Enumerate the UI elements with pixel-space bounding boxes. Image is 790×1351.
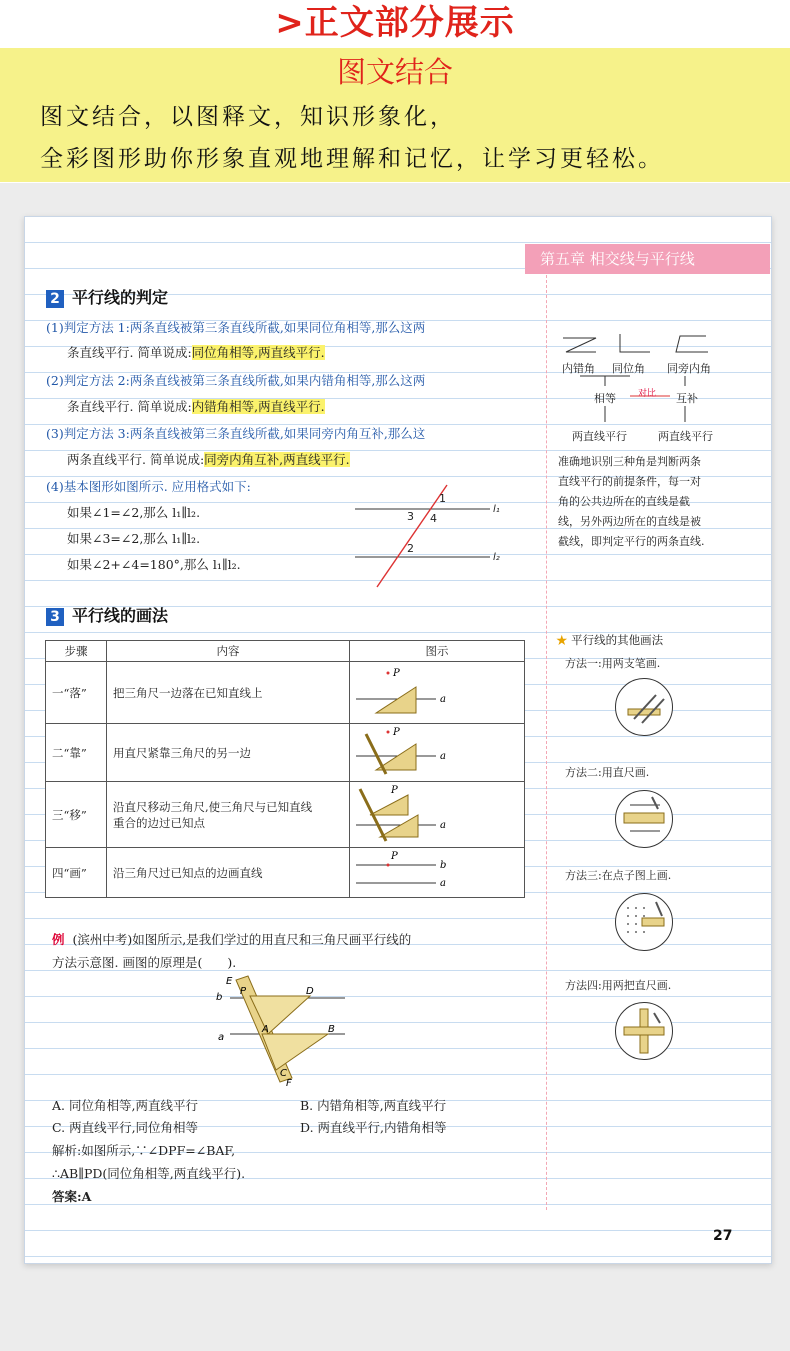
content-line-2: 重合的边过已知点 <box>113 815 205 830</box>
svg-text:2: 2 <box>407 542 414 555</box>
option-d: D. 两直线平行,内错角相等 <box>300 1120 447 1135</box>
ruler-drawing-icon <box>616 791 672 847</box>
svg-text:a: a <box>440 694 446 705</box>
format-line-2: 如果∠3=∠2,那么 l₁∥l₂. <box>67 531 201 546</box>
example-question-1: (滨州中考)如图所示,是我们学过的用直尺和三角尺画平行线的 <box>72 932 412 947</box>
table-row <box>46 662 525 724</box>
content-cell: 用直尺紧靠三角尺的另一边 <box>107 724 350 782</box>
method-3-line-1: (3)判定方法 3:两条直线被第三条直线所截,如果同旁内角互补,那么这 <box>46 426 426 441</box>
compare-label: 对比 <box>638 389 657 399</box>
step-4-figure <box>356 849 456 893</box>
table-row <box>46 782 525 848</box>
table-row <box>46 724 525 782</box>
page-header-title: >正文部分展示 <box>275 3 515 43</box>
method-1-line-2 <box>67 343 325 361</box>
step-3-figure <box>356 783 456 843</box>
header-step: 步骤 <box>46 641 107 662</box>
svg-text:B: B <box>328 1024 335 1035</box>
angle-label-interior: 同旁内角 <box>667 362 711 375</box>
two-rulers-drawing-icon <box>616 1003 672 1059</box>
svg-text:C: C <box>280 1068 287 1079</box>
svg-text:1: 1 <box>439 492 446 505</box>
table-header-row <box>46 641 525 662</box>
svg-text:P: P <box>391 785 398 796</box>
svg-text:b: b <box>440 860 447 871</box>
step-1-figure <box>356 665 456 717</box>
solution-line-2: ∴AB∥PD(同位角相等,两直线平行). <box>52 1166 246 1181</box>
section-number: 2 <box>46 290 64 308</box>
figure-cell <box>350 848 525 898</box>
parallel-lines-figure <box>355 480 515 590</box>
equal-label: 相等 <box>594 392 616 405</box>
content-cell: 沿三角尺过已知点的边画直线 <box>107 848 350 898</box>
step-cell: 三“移” <box>46 782 107 848</box>
method-four-label: 方法四:用两把直尺画. <box>565 979 672 992</box>
section-3-heading <box>46 603 168 626</box>
pen-drawing-icon <box>616 679 672 735</box>
method-three-circle <box>615 893 673 951</box>
option-c: C. 两直线平行,同位角相等 <box>52 1120 199 1135</box>
method-2-line-2 <box>67 397 325 415</box>
star-icon: ★ <box>556 633 568 647</box>
content-line-1: 沿直尺移动三角尺,使三角尺与已知直线 <box>113 799 313 814</box>
method-1-highlight: 同位角相等,两直线平行. <box>191 345 325 360</box>
header-figure: 图示 <box>350 641 525 662</box>
svg-text:b: b <box>216 992 223 1003</box>
note-line-3: 角的公共边所在的直线是截 <box>558 495 690 508</box>
note-line-4: 线，另外两边所在的直线是被 <box>558 515 701 528</box>
svg-text:a: a <box>440 820 446 831</box>
method-4-line: (4)基本图形如图所示. 应用格式如下: <box>46 479 251 494</box>
method-2-highlight: 内错角相等,两直线平行. <box>191 399 325 414</box>
chapter-tab: 第五章 相交线与平行线 <box>525 244 770 274</box>
step-2-figure <box>356 726 456 776</box>
angle-label-corresponding: 同位角 <box>612 362 645 375</box>
method-3-line-2 <box>67 450 350 468</box>
content-cell <box>107 782 350 848</box>
svg-text:E: E <box>226 976 233 987</box>
example-line-1 <box>52 930 411 948</box>
supplementary-label: 互补 <box>676 392 698 405</box>
answer-line: 答案:A <box>52 1189 92 1204</box>
svg-text:A: A <box>262 1024 269 1035</box>
svg-text:a: a <box>440 751 446 762</box>
svg-text:P: P <box>393 668 400 679</box>
method-one-circle <box>615 678 673 736</box>
svg-text:a: a <box>440 878 446 889</box>
example-ruler-triangle-figure <box>210 972 350 1090</box>
note-line-1: 准确地识别三种角是判断两条 <box>558 455 701 468</box>
example-question-2: 方法示意图. 画图的原理是( ). <box>52 955 237 970</box>
format-line-1: 如果∠1=∠2,那么 l₁∥l₂. <box>67 505 201 520</box>
svg-text:D: D <box>306 986 314 997</box>
method-3-highlight: 同旁内角互补,两直线平行. <box>204 452 350 467</box>
method-1-line-1: (1)判定方法 1:两条直线被第三条直线所截,如果同位角相等,那么这两 <box>46 320 426 335</box>
section-title: 平行线的判定 <box>72 288 169 307</box>
angle-types-figure <box>558 330 728 360</box>
section-number: 3 <box>46 608 64 626</box>
result-right: 两直线平行 <box>658 430 713 443</box>
feature-banner <box>0 48 790 182</box>
note-line-2: 直线平行的前提条件，每一对 <box>558 475 701 488</box>
svg-text:a: a <box>218 1032 225 1043</box>
result-left: 两直线平行 <box>572 430 627 443</box>
svg-text:P: P <box>391 851 398 862</box>
banner-line-2: 全彩图形助你形象直观地理解和记忆，让学习更轻松。 <box>40 146 664 172</box>
note-line-5: 截线，即判定平行的两条直线. <box>558 535 705 548</box>
page-number: 27 <box>713 1228 733 1244</box>
method-2-lead: 条直线平行. 简单说成: <box>67 399 192 414</box>
svg-text:3: 3 <box>407 510 414 523</box>
dot-grid-drawing-icon <box>616 894 672 950</box>
banner-subtitle: 图文结合 <box>336 55 453 89</box>
figure-cell <box>350 662 525 724</box>
method-2-line-1: (2)判定方法 2:两条直线被第三条直线所截,如果内错角相等,那么这两 <box>46 373 426 388</box>
method-two-circle <box>615 790 673 848</box>
solution-line-1: 解析:如图所示,∵∠DPF=∠BAF, <box>52 1143 236 1158</box>
option-b: B. 内错角相等,两直线平行 <box>300 1098 447 1113</box>
section-2-heading <box>46 285 168 308</box>
method-3-lead: 两条直线平行. 简单说成: <box>67 452 205 467</box>
other-methods-title <box>556 632 663 648</box>
section-title: 平行线的画法 <box>72 606 169 625</box>
svg-text:l₁: l₁ <box>493 504 500 515</box>
method-1-lead: 条直线平行. 简单说成: <box>67 345 192 360</box>
drawing-steps-table <box>45 640 525 898</box>
method-three-label: 方法三:在点子图上画. <box>565 869 672 882</box>
content-cell: 把三角尺一边落在已知直线上 <box>107 662 350 724</box>
method-one-label: 方法一:用两支笔画. <box>565 657 661 670</box>
svg-text:P: P <box>393 727 400 738</box>
svg-text:P: P <box>240 986 247 997</box>
example-label: 例 <box>52 932 65 947</box>
column-divider <box>546 270 547 1210</box>
header-content: 内容 <box>107 641 350 662</box>
figure-cell <box>350 724 525 782</box>
svg-text:4: 4 <box>430 512 437 525</box>
figure-cell <box>350 782 525 848</box>
step-cell: 四“画” <box>46 848 107 898</box>
svg-text:F: F <box>286 1078 292 1089</box>
angle-label-alternate: 内错角 <box>562 362 595 375</box>
step-cell: 一“落” <box>46 662 107 724</box>
step-cell: 二“靠” <box>46 724 107 782</box>
option-a: A. 同位角相等,两直线平行 <box>52 1098 198 1113</box>
method-two-label: 方法二:用直尺画. <box>565 766 650 779</box>
svg-text:l₂: l₂ <box>493 552 500 563</box>
method-four-circle <box>615 1002 673 1060</box>
table-row <box>46 848 525 898</box>
banner-line-1: 图文结合，以图释文，知识形象化， <box>40 104 456 130</box>
other-methods-title-text: 平行线的其他画法 <box>571 633 664 647</box>
format-line-3: 如果∠2+∠4=180°,那么 l₁∥l₂. <box>67 557 241 572</box>
